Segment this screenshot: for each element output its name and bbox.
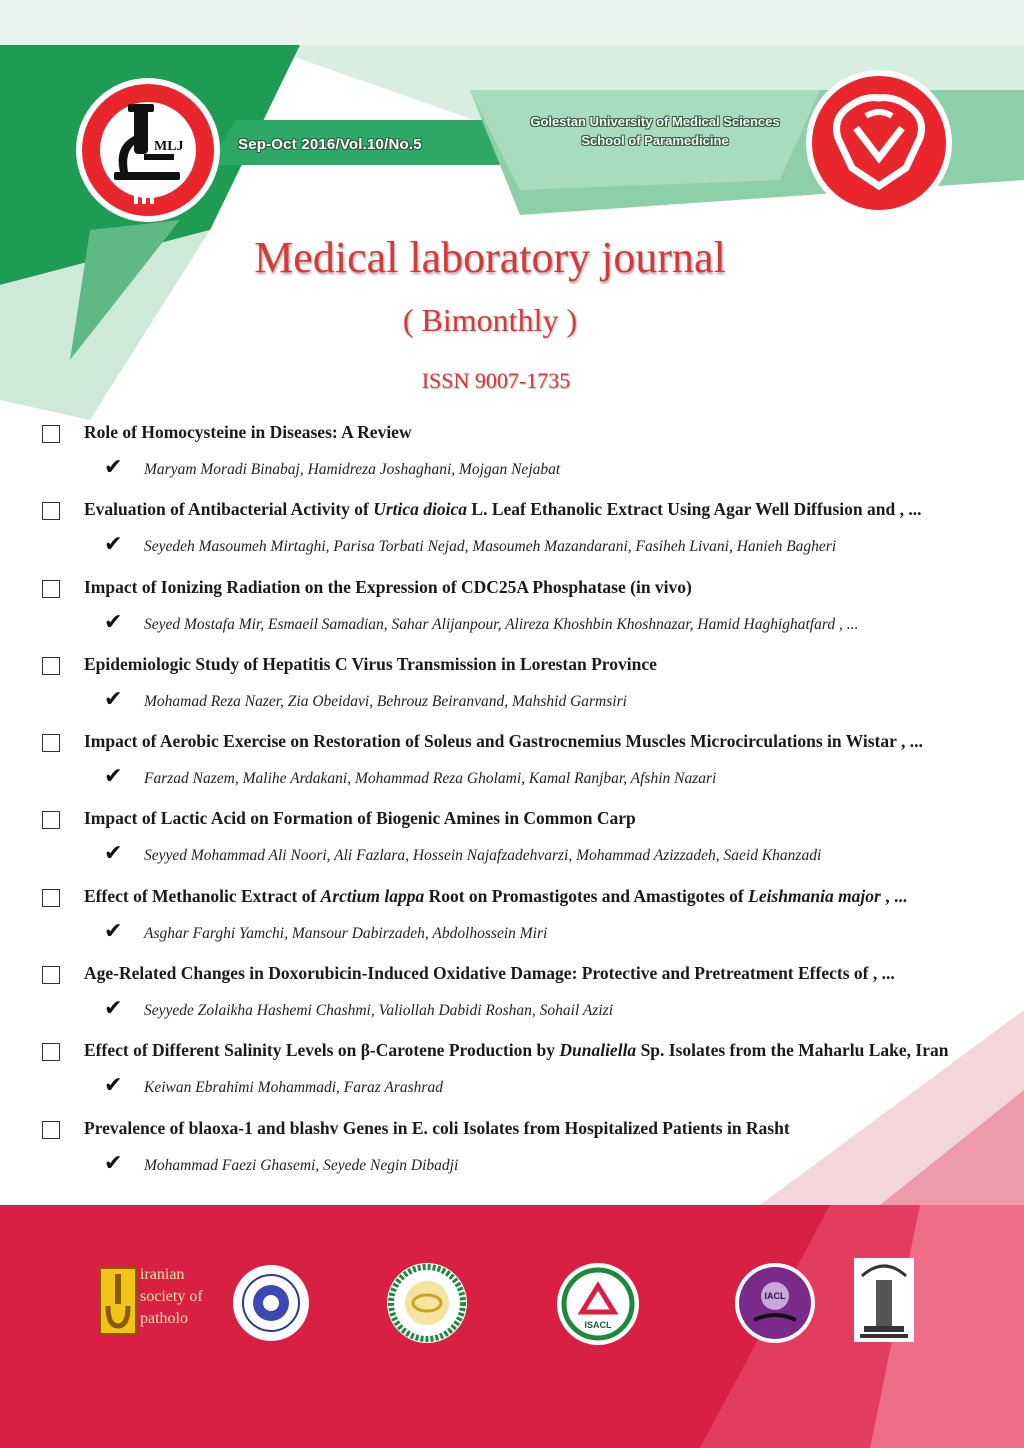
society-text-line2: society of [140, 1288, 203, 1305]
mlj-logo-text: MLJ [154, 139, 184, 154]
checkmark-icon: ✔ [104, 1150, 123, 1176]
article-title: Role of Homocysteine in Diseases: A Review [84, 422, 412, 442]
checkmark-icon: ✔ [104, 532, 123, 558]
school-name: School of Paramedicine [581, 133, 729, 148]
article-authors: Keiwan Ebrahimi Mohammadi, Faraz Arashrad [144, 1079, 443, 1097]
article-item [0, 1038, 1024, 1115]
journal-frequency: ( Bimonthly ) [402, 302, 578, 338]
article-list [0, 420, 1024, 1193]
golestan-university-logo [804, 68, 954, 218]
lab-association-logo [386, 1262, 468, 1344]
article-title: Effect of Different Salinity Levels on β-Carotene Production by Dunaliella Sp. Isolates from the Maharlu Lake, Iran [84, 1040, 949, 1061]
checkmark-icon: ✔ [104, 455, 123, 480]
article-authors: Seyed Mostafa Mir, Esmaeil Samadian, Sahar Alijanpour, Alireza Khoshbin Khoshnazar, Hamid Haghighatfard , ... [144, 615, 859, 633]
article-checkbox[interactable] [42, 657, 60, 675]
article-checkbox[interactable] [42, 502, 60, 520]
article-title: Effect of Methanolic Extract of Arctium lappa Root on Promastigotes and Amastigotes of Leishmania major , ... [84, 885, 908, 906]
society-text-line3: patholo [140, 1310, 188, 1327]
article-title: Evaluation of Antibacterial Activity of Urtica dioica L. Leaf Ethanolic Extract Using Agar Well Diffusion and , ... [84, 499, 922, 520]
article-item [0, 497, 1024, 574]
article-title: Age-Related Changes in Doxorubicin-Induced Oxidative Damage: Protective and Pretreatment Effects of , ... [84, 963, 895, 984]
article-authors: Mohamad Reza Nazer, Zia Obeidavi, Behrouz Beiranvand, Mahshid Garmsiri [144, 692, 627, 710]
article-checkbox[interactable] [42, 734, 60, 752]
article-authors: Seyyede Zolaikha Hashemi Chashmi, Valiollah Dabidi Roshan, Sohail Azizi [144, 1002, 613, 1020]
article-authors: Seyyed Mohammad Ali Noori, Ali Fazlara, Hossein Najafzadehvarzi, Mohammad Azizzadeh, Saeid Khanzadi [144, 847, 822, 865]
issn: ISSN 9007-1735 [421, 368, 571, 393]
iacl-logo-text: IACL [764, 1291, 786, 1301]
university-name: Golestan University of Medical Sciences [530, 114, 780, 129]
article-checkbox[interactable] [42, 580, 60, 598]
article-item [0, 806, 1024, 883]
pathology-emblem-icon [98, 1266, 138, 1336]
article-authors: Maryam Moradi Binabaj, Hamidreza Joshaghani, Mojgan Nejabat [144, 461, 561, 478]
checkmark-icon: ✔ [104, 686, 123, 712]
article-authors: Mohammad Faezi Ghasemi, Seyede Negin Dibadji [144, 1156, 459, 1174]
article-item [0, 961, 1024, 1038]
article-title: Prevalence of blaoxa-1 and blashv Genes in E. coli Isolates from Hospitalized Patients in Rasht [84, 1117, 790, 1138]
checkmark-icon: ✔ [104, 1073, 123, 1099]
article-item [0, 1116, 1024, 1193]
article-title: Epidemiologic Study of Hepatitis C Virus Transmission in Lorestan Province [84, 653, 657, 674]
article-authors: Asghar Farghi Yamchi, Mansour Dabirzadeh, Abdolhossein Miri [144, 924, 548, 942]
isacl-logo [556, 1262, 640, 1346]
iacl-logo [734, 1262, 816, 1344]
parasitology-society-logo [232, 1264, 310, 1342]
article-checkbox[interactable] [42, 1121, 60, 1139]
article-authors: Farzad Nazem, Malihe Ardakani, Mohammad Reza Gholami, Kamal Ranjbar, Afshin Nazari [144, 770, 717, 788]
publisher-info [500, 112, 810, 150]
article-item [0, 652, 1024, 729]
article-checkbox[interactable] [42, 966, 60, 984]
article-title: Impact of Ionizing Radiation on the Expression of CDC25A Phosphatase (in vivo) [84, 576, 692, 597]
article-checkbox[interactable] [42, 1043, 60, 1061]
issue-info: Sep-Oct 2016/Vol.10/No.5 [238, 136, 422, 153]
article-checkbox[interactable] [42, 811, 60, 829]
article-item [0, 575, 1024, 652]
iranian-society-of-pathology-logo [96, 1262, 216, 1342]
checkmark-icon: ✔ [104, 996, 123, 1022]
checkmark-icon: ✔ [104, 841, 123, 867]
article-checkbox[interactable] [42, 889, 60, 907]
checkmark-icon: ✔ [104, 609, 123, 635]
mlj-journal-logo [74, 76, 222, 224]
article-item [0, 420, 1024, 497]
checkmark-icon: ✔ [104, 918, 123, 944]
article-title: Impact of Aerobic Exercise on Restoration of Soleus and Gastrocnemius Muscles Microcirculations in Wistar , ... [84, 731, 923, 752]
isacl-logo-text: ISACL [584, 1320, 612, 1330]
university-emblem-logo [854, 1258, 914, 1342]
society-text-line1: iranian [140, 1266, 185, 1283]
checkmark-icon: ✔ [104, 764, 123, 790]
article-authors: Seyedeh Masoumeh Mirtaghi, Parisa Torbati Nejad, Masoumeh Mazandarani, Fasiheh Livani, Hanieh Bagheri [144, 538, 837, 556]
article-item [0, 729, 1024, 806]
journal-title: Medical laboratory journal [254, 233, 726, 282]
article-checkbox[interactable] [42, 425, 60, 443]
article-title: Impact of Lactic Acid on Formation of Biogenic Amines in Common Carp [84, 808, 636, 829]
article-item [0, 884, 1024, 961]
